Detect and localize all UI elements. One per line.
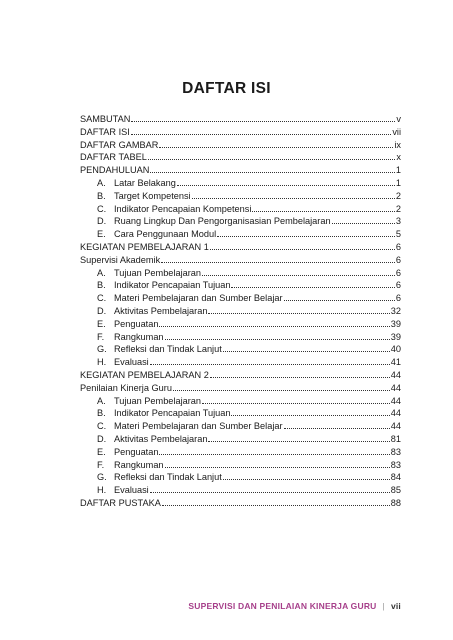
toc-entry-label: Target Kompetensi	[114, 190, 191, 201]
toc-entry[interactable]	[80, 343, 401, 356]
toc-leader-dots	[231, 407, 389, 416]
toc-entry-label: Refleksi dan Tindak Lanjut	[114, 472, 222, 483]
toc-entry-label: PENDAHULUAN	[80, 165, 150, 176]
toc-entry[interactable]	[80, 126, 401, 139]
toc-entry-label: Tujuan Pembelajaran	[114, 395, 201, 406]
toc-leader-dots	[208, 305, 389, 314]
toc-entry[interactable]	[80, 382, 401, 395]
toc-entry-page: 6	[395, 241, 401, 252]
toc-entry[interactable]	[80, 139, 401, 152]
toc-entry-label: KEGIATAN PEMBELAJARAN 2	[80, 369, 209, 380]
toc-entry[interactable]	[80, 203, 401, 216]
toc-leader-dots	[162, 497, 390, 506]
toc-entry-label: Latar Belakang	[114, 177, 176, 188]
toc-entry[interactable]	[80, 395, 401, 408]
toc-leader-dots	[210, 369, 390, 378]
toc-entry-number: C.	[97, 421, 107, 432]
toc-leader-dots	[173, 382, 390, 391]
toc-entry-label: DAFTAR ISI	[80, 126, 130, 137]
toc-entry-number: A.	[97, 395, 106, 406]
toc-entry-label: Rangkuman	[114, 331, 164, 342]
toc-entry-page: 44	[390, 408, 401, 419]
toc-entry[interactable]	[80, 369, 401, 382]
toc-entry[interactable]	[80, 228, 401, 241]
toc-leader-dots	[284, 420, 390, 429]
toc-entry-page: 44	[390, 382, 401, 393]
toc-leader-dots	[223, 343, 390, 352]
footer-separator: |	[382, 601, 385, 611]
toc-entry-page: 2	[395, 190, 401, 201]
toc-entry-label: Evaluasi	[114, 357, 149, 368]
toc-entry-label: Aktivitas Pembelajaran	[114, 305, 208, 316]
toc-entry-page: 44	[390, 421, 401, 432]
toc-entry[interactable]	[80, 113, 401, 126]
toc-entry-page: 3	[395, 216, 401, 227]
toc-entry-page: 1	[395, 177, 401, 188]
toc-entry-page: 44	[390, 395, 401, 406]
toc-entry-label: Materi Pembelajaran dan Sumber Belajar	[114, 421, 283, 432]
toc-entry-page: 1	[395, 165, 401, 176]
toc-leader-dots	[210, 241, 395, 250]
toc-leader-dots	[231, 279, 394, 288]
toc-entry[interactable]	[80, 292, 401, 305]
footer-book-title: SUPERVISI DAN PENILAIAN KINERJA GURU	[188, 601, 377, 611]
toc-entry[interactable]	[80, 279, 401, 292]
toc-entry-page: 6	[395, 280, 401, 291]
toc-entry-label: Indikator Pencapaian Tujuan	[114, 408, 231, 419]
toc-entry[interactable]	[80, 267, 401, 280]
toc-entry-label: Cara Penggunaan Modul	[114, 229, 217, 240]
toc-entry-page: 84	[390, 472, 401, 483]
toc-entry[interactable]	[80, 484, 401, 497]
toc-entry-label: Evaluasi	[114, 485, 149, 496]
toc-entry-label: Tujuan Pembelajaran	[114, 267, 201, 278]
toc-leader-dots	[208, 433, 389, 442]
toc-entry-page: vii	[392, 126, 401, 137]
toc-entry-page: v	[396, 114, 401, 124]
toc-leader-dots	[131, 113, 395, 122]
toc-entry[interactable]	[80, 151, 401, 164]
toc-entry-label: Indikator Pencapaian Kompetensi	[114, 203, 252, 214]
toc-entry[interactable]	[80, 331, 401, 344]
toc-entry-label: SAMBUTAN	[80, 114, 131, 124]
toc-entry-label: Penguatan	[114, 318, 159, 329]
toc-entry-number: G.	[97, 344, 107, 355]
toc-entry-label: KEGIATAN PEMBELAJARAN 1	[80, 241, 209, 252]
toc-leader-dots	[150, 356, 390, 365]
toc-entry[interactable]	[80, 177, 401, 190]
toc-entry-page: 41	[390, 357, 401, 368]
toc-leader-dots	[202, 395, 390, 404]
toc-leader-dots	[159, 318, 389, 327]
toc-leader-dots	[131, 126, 391, 135]
toc-entry-page: 88	[390, 497, 401, 508]
toc-entry-number: C.	[97, 203, 107, 214]
toc-leader-dots	[217, 228, 395, 237]
toc-leader-dots	[192, 190, 395, 199]
toc-entry[interactable]	[80, 241, 401, 254]
toc-entry-number: A.	[97, 267, 106, 278]
toc-leader-dots	[332, 215, 395, 224]
toc-entry-number: D.	[97, 216, 107, 227]
toc-leader-dots	[161, 254, 395, 263]
toc-entry-page: ix	[394, 139, 401, 150]
toc-entry-label: Penilaian Kinerja Guru	[80, 382, 172, 393]
toc-entry-page: 32	[390, 305, 401, 316]
toc-entry-number: E.	[97, 446, 106, 457]
toc-entry-number: B.	[97, 408, 106, 419]
toc-leader-dots	[165, 459, 390, 468]
toc-entry-label: Rangkuman	[114, 459, 164, 470]
toc-entry-number: E.	[97, 318, 106, 329]
toc-leader-dots	[223, 471, 390, 480]
toc-entry-number: F.	[97, 331, 105, 342]
toc-entry-page: 39	[390, 331, 401, 342]
toc-entry-label: DAFTAR GAMBAR	[80, 139, 159, 150]
toc-entry-label: Indikator Pencapaian Tujuan	[114, 280, 231, 291]
toc-entry[interactable]	[80, 164, 401, 177]
toc-entry-label: Refleksi dan Tindak Lanjut	[114, 344, 222, 355]
toc-leader-dots	[165, 331, 390, 340]
toc-entry[interactable]	[80, 433, 401, 446]
toc-entry-page: 6	[395, 254, 401, 265]
toc-entry[interactable]	[80, 471, 401, 484]
toc-leader-dots	[284, 292, 395, 301]
toc-entry-page: x	[396, 152, 401, 163]
toc-entry[interactable]	[80, 254, 401, 267]
toc-entry-page: 85	[390, 485, 401, 496]
toc-entry-number: A.	[97, 177, 106, 188]
toc-entry-label: Aktivitas Pembelajaran	[114, 433, 208, 444]
toc-leader-dots	[150, 164, 394, 173]
toc-entry-page: 83	[390, 446, 401, 457]
toc-entry-page: 83	[390, 459, 401, 470]
toc-entry[interactable]	[80, 318, 401, 331]
toc-entry[interactable]	[80, 420, 401, 433]
toc-entry[interactable]	[80, 356, 401, 369]
toc-entry-page: 6	[395, 293, 401, 304]
toc-entry-number: H.	[97, 357, 107, 368]
toc-entry-page: 5	[395, 229, 401, 240]
toc-entry-page: 6	[395, 267, 401, 278]
toc-leader-dots	[202, 267, 395, 276]
toc-leader-dots	[148, 151, 396, 160]
toc-entry-page: 40	[390, 344, 401, 355]
toc-entry-number: F.	[97, 459, 105, 470]
toc-entry-number: B.	[97, 280, 106, 291]
page-title: DAFTAR ISI	[182, 80, 271, 97]
toc-entry-page: 81	[390, 433, 401, 444]
toc-entry-label: Penguatan	[114, 446, 159, 457]
footer-page-number: vii	[390, 601, 401, 611]
toc-leader-dots	[177, 177, 395, 186]
toc-entry[interactable]	[80, 190, 401, 203]
toc-entry-label: Materi Pembelajaran dan Sumber Belajar	[114, 293, 283, 304]
toc-leader-dots	[150, 484, 390, 493]
toc-entry-label: DAFTAR TABEL	[80, 152, 147, 163]
toc-entry-number: D.	[97, 433, 107, 444]
toc-entry-number: H.	[97, 485, 107, 496]
toc-entry-number: C.	[97, 293, 107, 304]
toc-entry[interactable]	[80, 446, 401, 459]
toc-entry-page: 2	[395, 203, 401, 214]
table-of-contents	[80, 113, 401, 510]
toc-leader-dots	[252, 203, 394, 212]
toc-entry-label: Ruang Lingkup Dan Pengorganisasian Pembelajaran	[114, 216, 331, 227]
toc-entry-page: 44	[390, 369, 401, 380]
toc-entry[interactable]	[80, 459, 401, 472]
toc-entry[interactable]	[80, 407, 401, 420]
toc-entry-number: D.	[97, 305, 107, 316]
toc-entry-page: 39	[390, 318, 401, 329]
toc-entry-number: G.	[97, 472, 107, 483]
toc-entry-number: E.	[97, 229, 106, 240]
toc-entry-label: DAFTAR PUSTAKA	[80, 497, 161, 508]
page-footer	[188, 601, 401, 611]
toc-entry[interactable]	[80, 215, 401, 228]
toc-leader-dots	[159, 139, 393, 148]
toc-entry[interactable]	[80, 305, 401, 318]
toc-entry-label: Supervisi Akademik	[80, 254, 161, 265]
toc-entry[interactable]	[80, 497, 401, 510]
toc-entry-number: B.	[97, 190, 106, 201]
toc-leader-dots	[159, 446, 389, 455]
